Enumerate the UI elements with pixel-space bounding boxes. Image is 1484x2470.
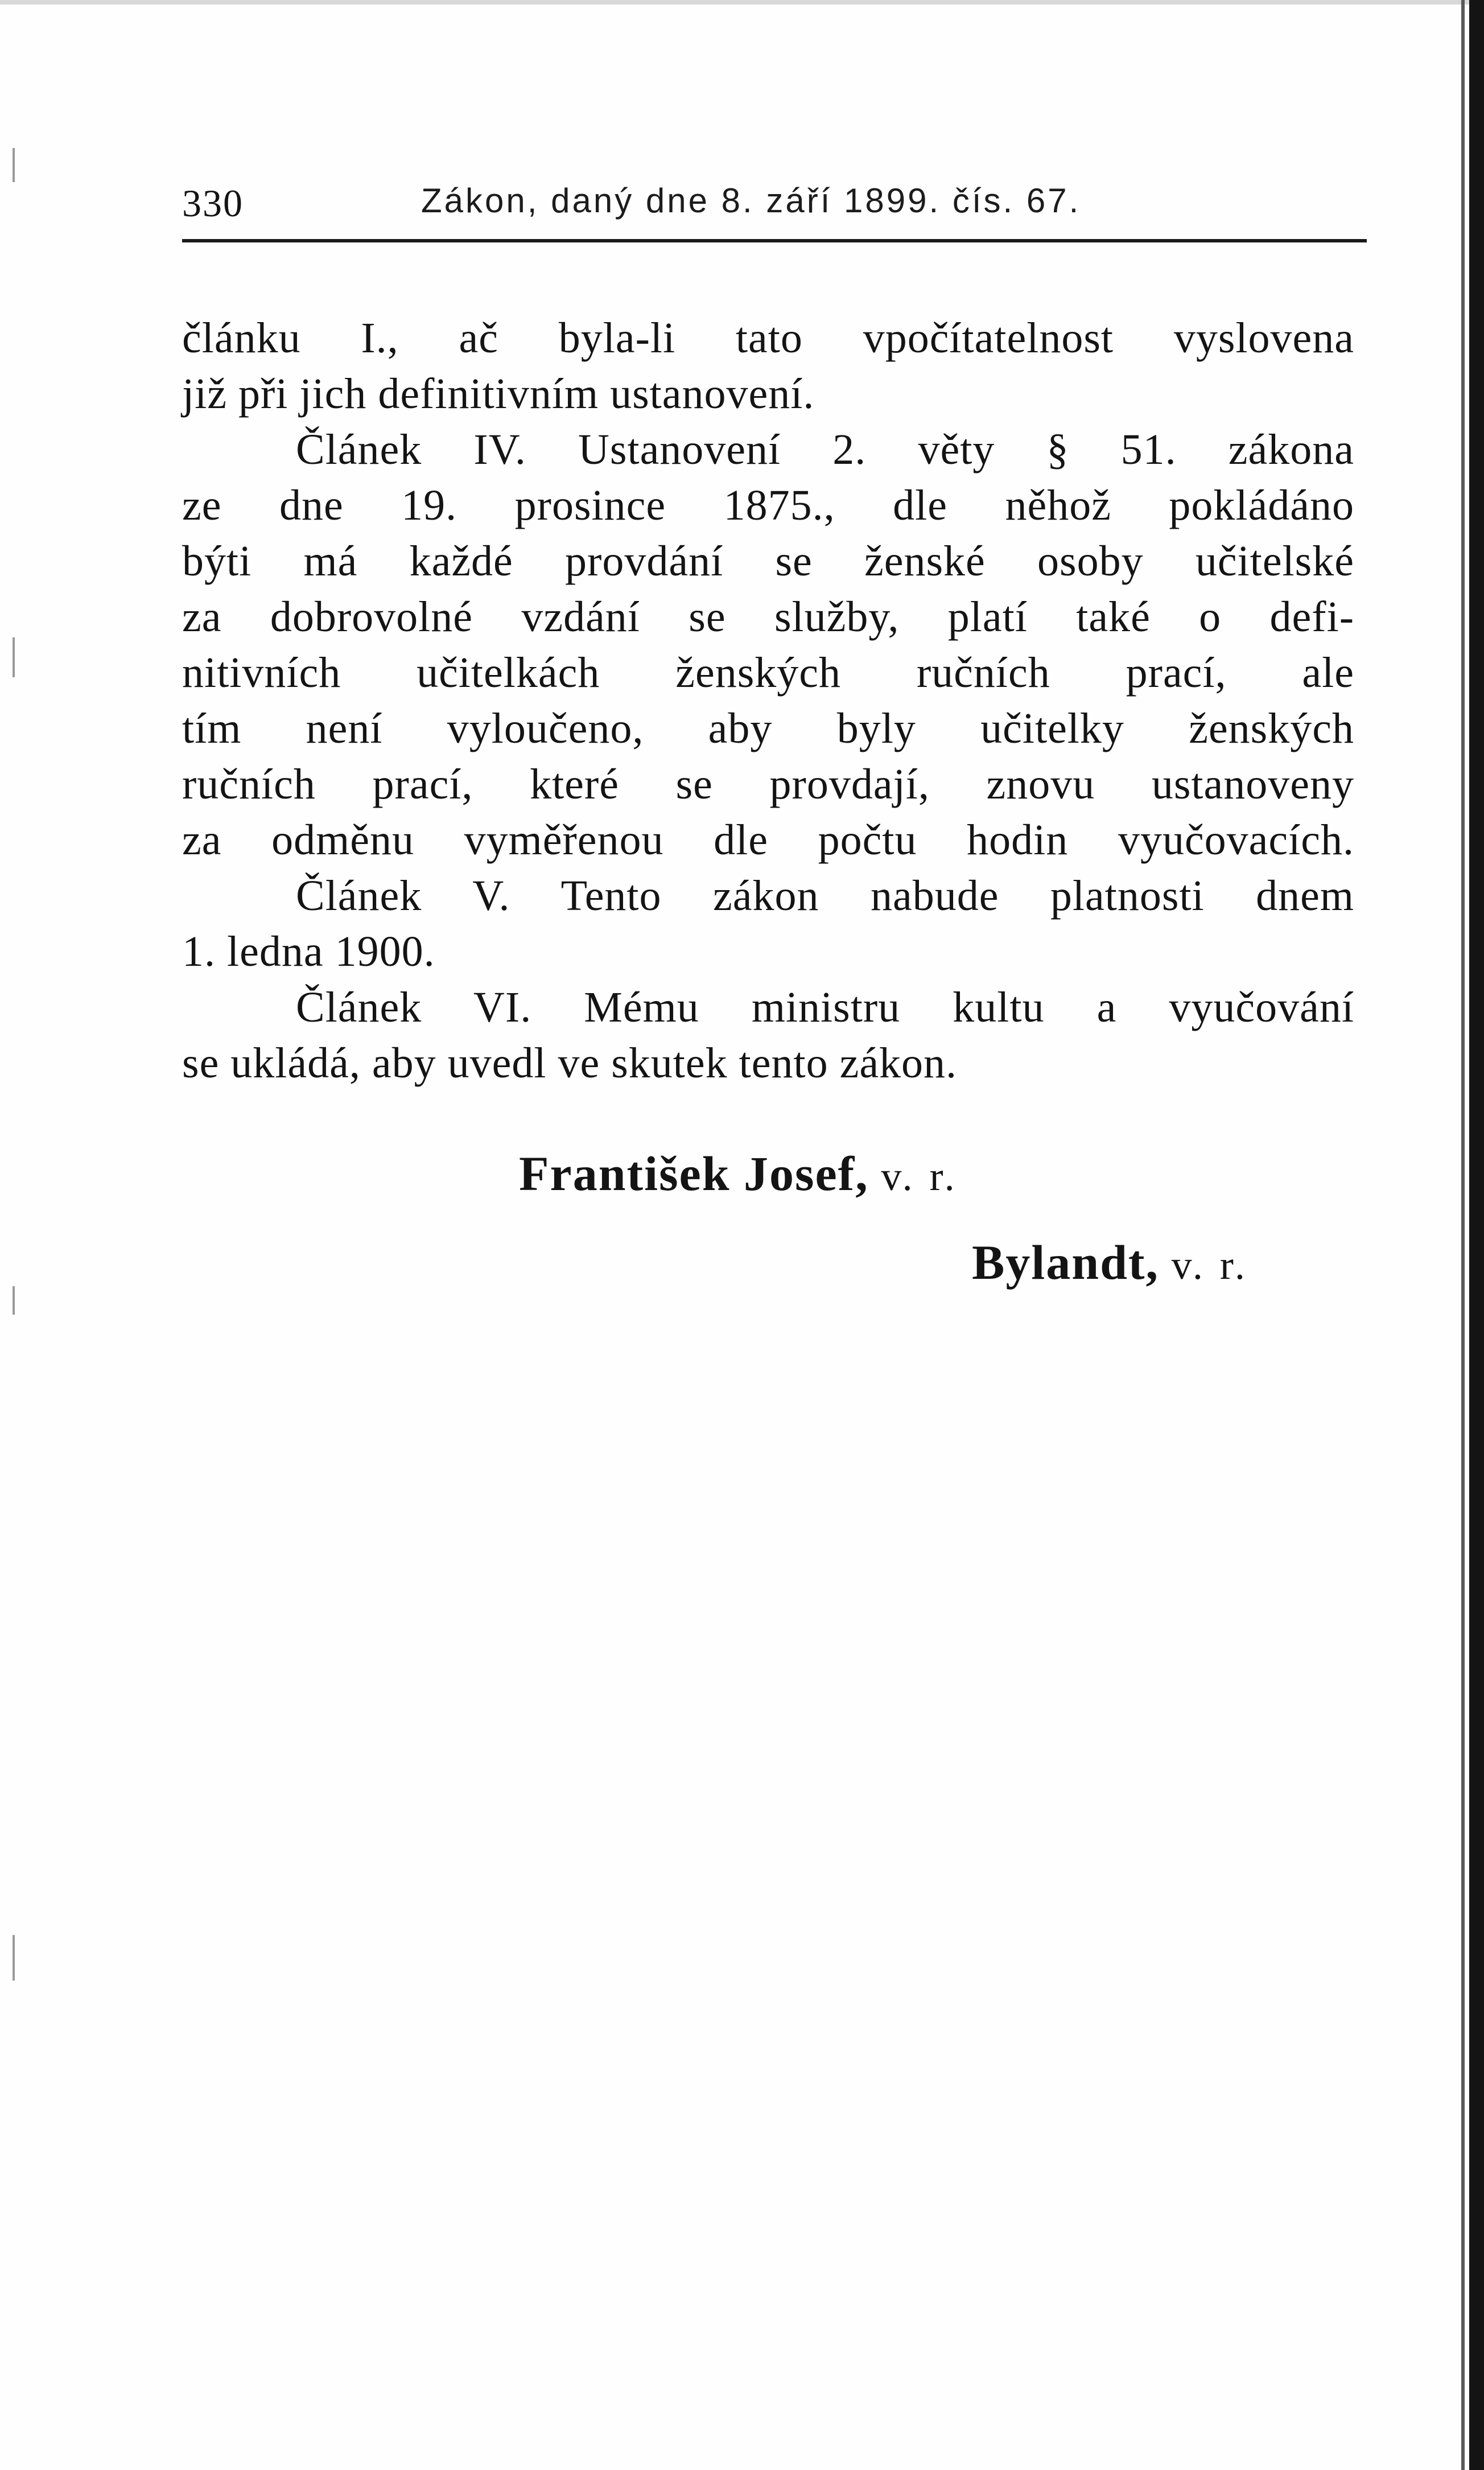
page-number: 330 <box>182 182 244 225</box>
text-line: za dobrovolné vzdání se služby, platí také o defi- <box>182 593 1354 641</box>
scan-speck <box>13 148 15 182</box>
article-heading-line: Článek VI. Mému ministru kultu a vyučování <box>296 983 1354 1031</box>
signature-name: František Josef, <box>519 1146 869 1201</box>
signature-emperor <box>519 1145 958 1202</box>
article-heading-line: Článek IV. Ustanovení 2. věty § 51. zákona <box>296 426 1354 474</box>
text-line: 1. ledna 1900. <box>182 928 435 975</box>
header-rule <box>182 239 1367 242</box>
running-head-title: Zákon, daný dne 8. září 1899. čís. 67. <box>421 182 1081 220</box>
text-line: se ukládá, aby uvedl ve skutek tento zákon. <box>182 1039 958 1087</box>
text-line: ze dne 19. prosince 1875., dle něhož pokládáno <box>182 481 1354 529</box>
scan-speck <box>13 637 15 677</box>
text-line: za odměnu vyměřenou dle počtu hodin vyučovacích. <box>182 816 1354 864</box>
scan-right-edge <box>1469 0 1484 2470</box>
text-line: býti má každé provdání se ženské osoby učitelské <box>182 537 1354 585</box>
signature-name: Bylandt, <box>972 1235 1160 1290</box>
body-text <box>182 310 1354 1091</box>
scan-speck <box>13 1935 15 1981</box>
article-heading-line: Článek V. Tento zákon nabude platnosti dnem <box>296 872 1354 920</box>
text-line: tím není vyloučeno, aby byly učitelky ženských <box>182 705 1354 752</box>
signature-suffix: v. r. <box>881 1154 958 1199</box>
scan-top-edge <box>0 0 1484 5</box>
running-head <box>182 181 1367 244</box>
signature-suffix: v. r. <box>1171 1242 1248 1288</box>
text-line: článku I., ač byla-li tato vpočítatelnost vyslovena <box>182 314 1354 362</box>
text-line: nitivních učitelkách ženských ručních prací, ale <box>182 649 1354 697</box>
scan-speck <box>13 1286 15 1315</box>
scan-right-edge-shadow <box>1461 0 1465 2470</box>
text-line: ručních prací, které se provdají, znovu ustanoveny <box>182 760 1354 808</box>
signature-minister <box>972 1234 1248 1291</box>
text-line: již při jich definitivním ustanovení. <box>182 370 815 418</box>
